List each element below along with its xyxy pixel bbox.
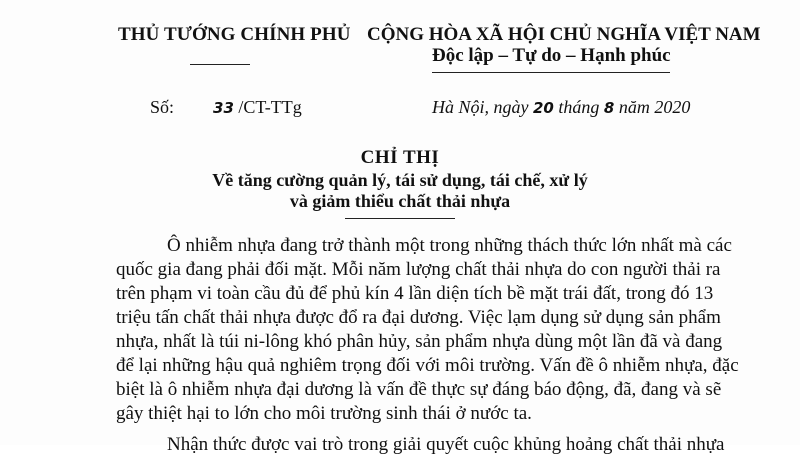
day-handwritten: 20	[533, 99, 554, 117]
issuer-name: THỦ TƯỚNG CHÍNH PHỦ	[118, 24, 351, 45]
number-handwritten: 33	[213, 99, 234, 117]
body-line: triệu tấn chất thải nhựa được đổ ra đại dương. Việc lạm dụng sử dụng sản phẩm	[116, 307, 721, 328]
month-label: tháng	[558, 97, 600, 117]
month-handwritten: 8	[603, 99, 615, 117]
body-line: gây thiệt hại to lớn cho môi trường sinh thái ở nước ta.	[116, 403, 532, 424]
body-line: trên phạm vi toàn cầu đủ để phủ kín 4 lần diện tích bề mặt trái đất, trong đó 13	[116, 283, 714, 304]
national-motto: Độc lập – Tự do – Hạnh phúc	[432, 45, 671, 66]
body-line: để lại những hậu quả nghiêm trọng đối với môi trường. Vấn đề ô nhiễm nhựa, đặc	[116, 355, 739, 376]
body-line: Ô nhiễm nhựa đang trở thành một trong những thách thức lớn nhất mà các	[167, 235, 732, 256]
title-underline	[345, 218, 455, 219]
body-line: quốc gia đang phải đối mặt. Mỗi năm lượng chất thải nhựa do con người thải ra	[116, 259, 721, 280]
number-suffix: /CT-TTg	[238, 97, 302, 117]
document-number	[150, 97, 302, 118]
place-and-date	[432, 97, 690, 118]
body-line: biệt là ô nhiễm nhựa đại dương là vấn đề thực sự đáng báo động, đã, đang và sẽ	[116, 379, 722, 400]
number-prefix: Số:	[150, 97, 175, 117]
issuer-underline	[190, 64, 250, 65]
document-title-line-1: Về tăng cường quản lý, tái sử dụng, tái chế, xử lý	[212, 170, 588, 190]
body-line: Nhận thức được vai trò trong giải quyết cuộc khủng hoảng chất thải nhựa	[167, 434, 725, 455]
body-line: nhựa, nhất là túi ni-lông khó phân hủy, sản phẩm nhựa dùng một lần đã và đang	[116, 331, 723, 352]
place-prefix: Hà Nội, ngày	[432, 97, 529, 117]
national-title: CỘNG HÒA XÃ HỘI CHỦ NGHĨA VIỆT NAM	[367, 24, 761, 45]
year-label: năm 2020	[618, 97, 691, 117]
motto-underline	[432, 72, 670, 73]
document-type: CHỈ THỊ	[360, 147, 440, 168]
document-title-line-2: và giảm thiểu chất thải nhựa	[289, 191, 511, 211]
